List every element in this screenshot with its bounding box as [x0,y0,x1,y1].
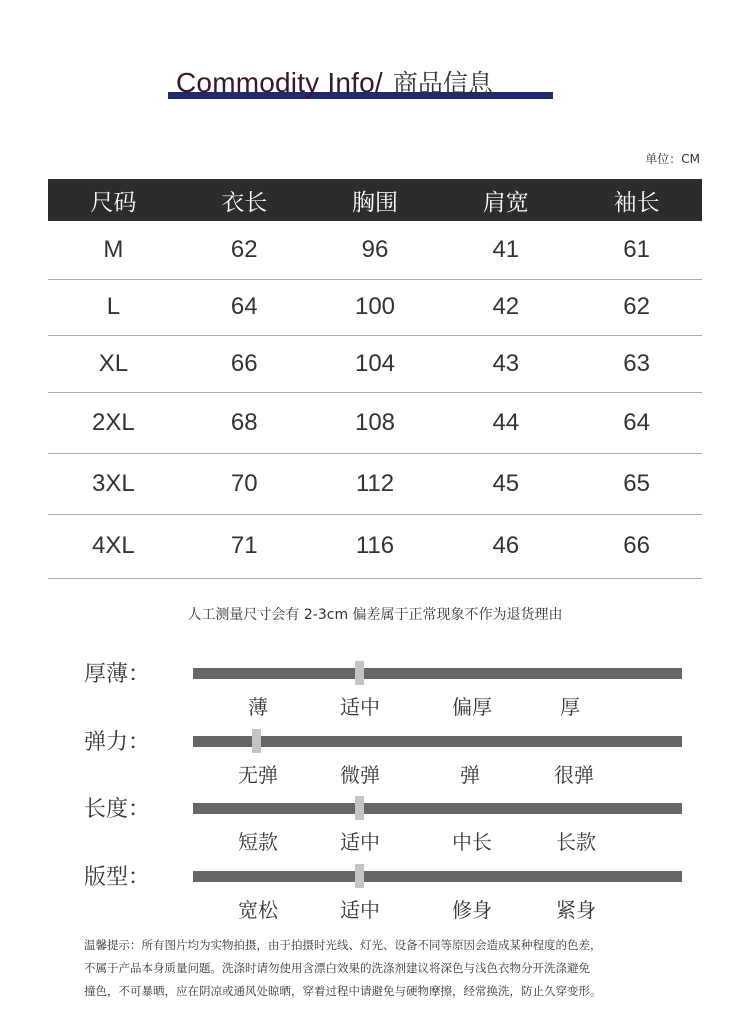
table-row [48,335,702,392]
table-cell: XL [48,335,179,392]
scale-length [0,792,750,852]
table-row [48,453,702,514]
scale-marker [355,661,364,685]
scale-option: 修身 [452,898,492,922]
scale-option: 适中 [340,898,380,922]
scale-label: 长度： [84,797,151,822]
table-cell: 62 [571,279,702,335]
table-cell: 70 [179,453,310,514]
table-row [48,221,702,279]
table-cell: 68 [179,392,310,453]
tips-line: 温馨提示：所有图片均为实物拍摄，由于拍摄时光线、灯光、设备不同等原因会造成某种程度的色差， [84,938,602,952]
scale-option: 无弹 [238,763,278,787]
table-cell: M [48,221,179,279]
scale-track [193,871,682,882]
scale-option: 适中 [340,695,380,719]
title-english: Commodity Info/ [176,67,383,98]
scale-track [193,803,682,814]
tips-line: 不属于产品本身质量问题。洗涤时请勿使用含漂白效果的洗涤剂建议将深色与浅色衣物分开洗涤避免 [84,961,590,975]
table-cell: 96 [310,221,441,279]
table-row [48,514,702,578]
table-cell: 2XL [48,392,179,453]
column-header-sleeve: 袖长 [571,179,702,221]
column-header-length: 衣长 [179,179,310,221]
scale-option: 紧身 [556,898,596,922]
scale-label: 版型： [84,865,151,890]
size-chart-table [48,179,702,579]
table-row [48,392,702,453]
table-cell: 71 [179,514,310,578]
scale-label: 弹力： [84,730,151,755]
tips-line: 撞色，不可暴晒，应在阴凉或通风处晾晒，穿着过程中请避免与硬物摩擦，经常换洗，防止久穿变形。 [84,984,602,998]
page-title [176,64,493,100]
table-cell: 66 [571,514,702,578]
table-cell: 3XL [48,453,179,514]
table-cell: 41 [440,221,571,279]
column-header-chest: 胸围 [310,179,441,221]
scale-option: 厚 [560,695,580,719]
table-cell: 61 [571,221,702,279]
warm-tips [84,934,684,1003]
table-cell: 64 [571,392,702,453]
table-row [48,279,702,335]
scale-elasticity [0,725,750,785]
table-cell: 62 [179,221,310,279]
table-cell: 100 [310,279,441,335]
scale-option: 宽松 [238,898,278,922]
scale-option: 短款 [238,830,278,854]
table-cell: 46 [440,514,571,578]
scale-marker [252,729,261,753]
scale-option: 适中 [340,830,380,854]
table-cell: 43 [440,335,571,392]
table-cell: 42 [440,279,571,335]
scale-marker [355,796,364,820]
scale-label: 厚薄： [84,662,151,687]
table-cell: 4XL [48,514,179,578]
table-cell: L [48,279,179,335]
scale-option: 薄 [248,695,268,719]
table-cell: 66 [179,335,310,392]
table-header-row [48,179,702,221]
table-cell: 64 [179,279,310,335]
table-cell: 45 [440,453,571,514]
table-cell: 44 [440,392,571,453]
scale-option: 偏厚 [452,695,492,719]
column-header-size: 尺码 [48,179,179,221]
scale-track [193,736,682,747]
title-chinese: 商品信息 [392,69,493,98]
scale-track [193,668,682,679]
measurement-note: 人工测量尺寸会有 2-3cm 偏差属于正常现象不作为退货理由 [187,607,563,623]
scale-marker [355,864,364,888]
table-cell: 112 [310,453,441,514]
column-header-shoulder: 肩宽 [440,179,571,221]
table-cell: 116 [310,514,441,578]
scale-option: 弹 [460,763,480,787]
table-cell: 108 [310,392,441,453]
scale-option: 微弹 [340,763,380,787]
unit-label: 单位：CM [645,152,700,166]
scale-option: 中长 [452,830,492,854]
table-cell: 63 [571,335,702,392]
table-cell: 104 [310,335,441,392]
page-header [166,58,566,108]
scale-option: 很弹 [554,763,594,787]
scale-option: 长款 [556,830,596,854]
scale-thickness [0,657,750,717]
scale-fit [0,860,750,920]
table-cell: 65 [571,453,702,514]
